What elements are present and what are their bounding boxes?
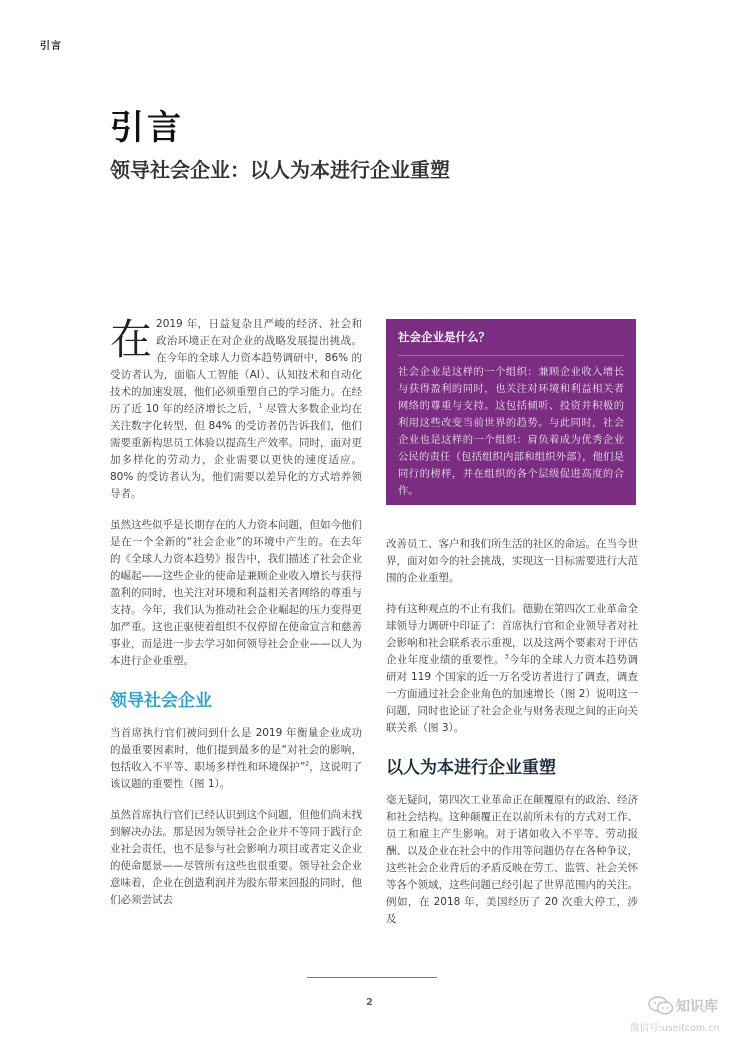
intro-paragraph-2: 虽然这些似乎是长期存在的人力资本问题，但如今他们是在一个全新的“社会企业”的环境中产生的。在去年的《全球人力资本趋势》报告中，我们描述了社会企业的崛起——这些企业的使命是兼顾企业收入增长与获得盈利的同时，也关注对环境和利益相关者网络的尊重与支持。今年，我们认为推动社会企业崛起的压力变得更加严重。这也正驱使着组织不仅停留在使命宣言和慈善事业，而是进一步去学习如何领导社会企业——以人为本进行企业重塑。 xyxy=(110,519,362,667)
right-column xyxy=(386,536,638,942)
section-heading-human-focused-reinvention: 以人为本进行企业重塑 xyxy=(386,758,556,778)
section1-paragraph-4 xyxy=(386,601,638,737)
intro-paragraph-1 xyxy=(110,316,362,503)
footnote-ref-3: 3 xyxy=(504,653,509,661)
wechat-icon xyxy=(648,996,674,1016)
section1-paragraph-1 xyxy=(110,725,362,793)
section1-paragraph-3: 改善员工、客户和我们所生活的社区的命运。在当今世界，面对如今的社会挑战，实现这一目标需要进行大范围的企业重塑。 xyxy=(386,538,638,584)
section1-paragraph-1-part-b: ，这说明了该议题的重要性（图 1）。 xyxy=(110,761,362,790)
section1-paragraph-1-part-a: 当首席执行官们被问到什么是 2019 年衡量企业成功的最重要因素时，他们提到最多的是“对社会的影响，包括收入不平等、职场多样性和环境保护” xyxy=(110,727,362,773)
dropcap: 在 xyxy=(110,315,153,364)
info-box-what-is-social-enterprise xyxy=(386,319,636,505)
section1-paragraph-2: 虽然首席执行官们已经认识到这个问题，但他们尚未找到解决办法。那是因为领导社会企业并不等同于践行企业社会责任，也不是参与社会影响力项目或者定义企业的使命愿景——尽管所有这些也很重要。领导社会企业意味着，企业在创造利润并为股东带来回报的同时，他们必须尝试去 xyxy=(110,809,362,906)
footer-divider xyxy=(307,977,437,978)
page-subtitle: 领导社会企业：以人为本进行企业重塑 xyxy=(110,158,450,182)
watermark-brand: 知识库 xyxy=(676,999,718,1015)
footnote-ref-1: 1 xyxy=(258,402,263,410)
left-column xyxy=(110,316,362,923)
section-heading-leading-social-enterprise: 领导社会企业 xyxy=(110,691,212,711)
running-header: 引言 xyxy=(40,41,62,52)
intro-paragraph-1-part-a: 2019 年，日益复杂且严峻的经济、社会和政治环境正在对企业的战略发展提出挑战。在今年的全球人力资本趋势调研中，86% 的受访者认为，面临人工智能（AI）、认知技术和自动化技术的加速发展，他们必须重塑自己的学习能力。在经历了近 10 年的经济增长之后， xyxy=(110,318,362,415)
section1-paragraph-4-part-b: 今年的全球人力资本趋势调研对 119 个国家的近一万名受访者进行了调查，调查一方面通过社会企业角色的加速增长（图 2）说明这一问题，同时也论证了社会企业与财务表现之间的正向关联关系（图 3）。 xyxy=(386,654,639,734)
watermark xyxy=(630,996,740,1048)
page-title: 引言 xyxy=(110,108,184,148)
info-box-text: 社会企业是这样的一个组织：兼顾企业收入增长与获得盈利的同时，也关注对环境和利益相关者网络的尊重与支持。这包括倾听、投资并积极的利用这些改变当前世界的趋势。与此同时，社会企业也是这样的一个组织：肩负着成为优秀企业公民的责任（包括组织内部和组织外部），他们是同行的榜样，并在组织的各个层级促进高度的合作。 xyxy=(398,366,624,497)
info-box-title: 社会企业是什么？ xyxy=(398,330,490,344)
section2-paragraph-1: 毫无疑问，第四次工业革命正在颠覆原有的政治、经济和社会结构。这种颠覆正在以前所未有的方式对工作、员工和雇主产生影响。对于诸如收入不平等、劳动报酬、以及企业在社会中的作用等问题仍存在各种争议，这些社会企业背后的矛盾反映在劳工、监管、社会关怀等各个领域，这些问题已经引起了世界范围内的关注。例如，在 2018 年，美国经历了 20 次重大停工，涉及 xyxy=(386,794,638,925)
watermark-account: 微信号:useitcom.cn xyxy=(630,1023,720,1034)
section1-paragraph-4-part-a: 持有这种观点的不止有我们。德勤在第四次工业革命全球领导力调研中印证了：首席执行官和企业领导者对社会影响和社会联系表示重视，以及这两个要素对于评估企业年度业绩的重要性。 xyxy=(386,603,638,666)
info-box-divider xyxy=(398,355,624,356)
intro-paragraph-1-part-b: 尽管大多数企业均在关注数字化转型，但 84% 的受访者仍告诉我们，他们需要重新构思员工体验以提高生产效率。同时，面对更加多样化的劳动力，企业需要以更快的速度适应。80% 的受访者认为，他们需要以差异化的方式培养领导者。 xyxy=(110,403,362,500)
page-number: 2 xyxy=(366,997,373,1008)
footnote-ref-2: 2 xyxy=(305,760,310,768)
